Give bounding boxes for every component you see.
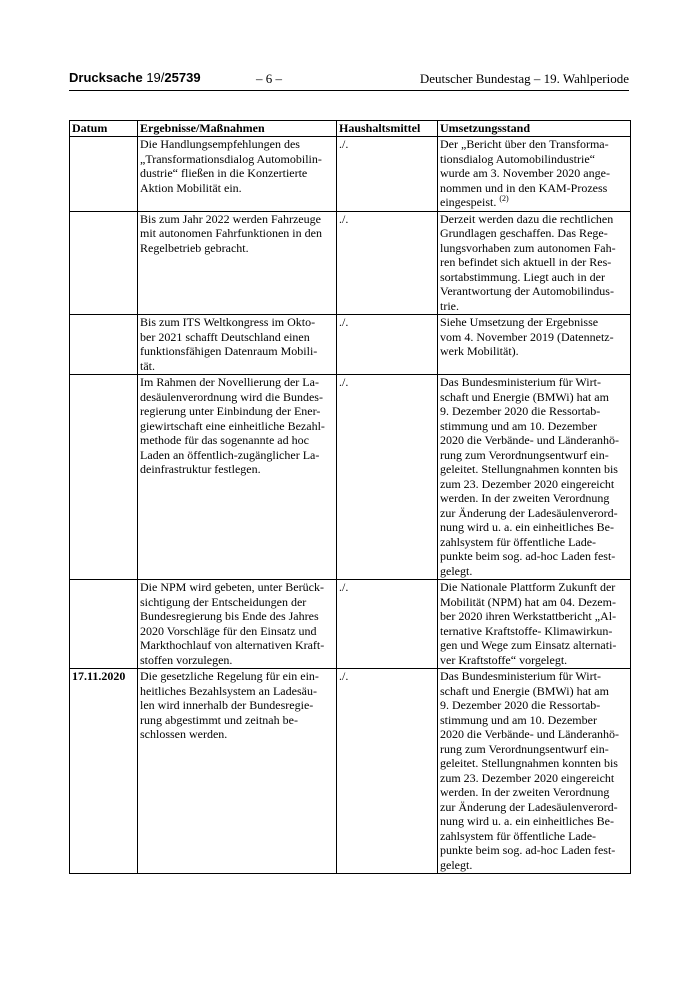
table-row (70, 315, 631, 375)
table-row (70, 211, 631, 315)
budget-cell: ./. (337, 137, 438, 212)
budget-cell: ./. (337, 580, 438, 669)
column-header-measures: Ergebnisse/Maßnahmen (138, 121, 337, 137)
budget-cell: ./. (337, 315, 438, 375)
table-header-row (70, 121, 631, 137)
date-cell (70, 211, 138, 315)
status-cell: Die Nationale Plattform Zukunft der Mobilität (NPM) hat am 04. Dezem- ber 2020 ihren Werkstattbericht „Al- ternative Kraftstoffe- Klimawirkun- gen und Wege zum Einsatz alternati- ver Kraftstoffe“ vorgelegt. (438, 580, 631, 669)
page-number: – 6 – (256, 71, 282, 86)
status-cell (438, 137, 631, 212)
column-header-date: Datum (70, 121, 138, 137)
table-row (70, 669, 631, 874)
measure-cell: Bis zum Jahr 2022 werden Fahrzeuge mit autonomen Fahrfunktionen in den Regelbetrieb gebracht. (138, 211, 337, 315)
header-rule (69, 90, 629, 91)
measure-cell: Die gesetzliche Regelung für ein ein- heitliches Bezahlsystem an Ladesäu- len wird innerhalb der Bundesregie- rung abgestimmt und zeitnah be- schlossen werden. (138, 669, 337, 874)
institution-label: Deutscher Bundestag – 19. Wahlperiode (419, 71, 629, 86)
status-cell: Siehe Umsetzung der Ergebnisse vom 4. November 2019 (Datennetz- werk Mobilität). (438, 315, 631, 375)
budget-cell: ./. (337, 375, 438, 580)
table-row (70, 375, 631, 580)
date-cell (70, 375, 138, 580)
status-cell: Derzeit werden dazu die rechtlichen Grundlagen geschaffen. Das Rege- lungsvorhaben zum autonomen Fah- ren befindet sich aktuell in der Res- sortabstimmung. Liegt auch in der Verantwortung der Automobilindus- trie. (438, 211, 631, 315)
measure-cell: Die Handlungsempfehlungen des „Transformationsdialog Automobilin- dustrie“ fließen in die Konzertierte Aktion Mobilität ein. (138, 137, 337, 212)
table-row (70, 137, 631, 212)
column-header-status: Umsetzungsstand (438, 121, 631, 137)
measures-table (69, 120, 631, 874)
doc-number: 25739 (164, 70, 201, 85)
page-header (69, 70, 629, 90)
date-cell (70, 137, 138, 212)
measure-cell: Bis zum ITS Weltkongress im Okto- ber 2021 schafft Deutschland einen funktionsfähigen Datenraum Mobili- tät. (138, 315, 337, 375)
status-cell: Das Bundesministerium für Wirt- schaft und Energie (BMWi) hat am 9. Dezember 2020 die Ressortab- stimmung und am 10. Dezember 2020 die Verbände- und Länderanhö- rung zum Verordnungsentwurf ein- geleitet. Stellungnahmen konnten bis zum 23. Dezember 2020 eingereicht werden. In der zweiten Verordnung zur Änderung der Ladesäulenverord- nung wird u. a. ein einheitliches Be- zahlsystem für öffentliche Lade- punkte beim sog. ad-hoc Laden fest- gelegt. (438, 669, 631, 874)
footnote-ref: (2) (499, 194, 509, 203)
date-cell: 17.11.2020 (70, 669, 138, 874)
measure-cell: Im Rahmen der Novellierung der La- desäulenverordnung wird die Bundes- regierung unter Einbindung der Ener- giewirtschaft eine einheitliche Bezahl- methode für das sogenannte ad hoc Laden an öffentlich-zugänglicher La- deinfrastruktur festlegen. (138, 375, 337, 580)
column-header-budget: Haushaltsmittel (337, 121, 438, 137)
table-row (70, 580, 631, 669)
status-text: Der „Bericht über den Transforma- tionsdialog Automobilindustrie“ wurde am 3. November 2020 ange- nommen und in den KAM-Prozess eingespeist. (440, 137, 610, 209)
budget-cell: ./. (337, 669, 438, 874)
date-cell (70, 315, 138, 375)
budget-cell: ./. (337, 211, 438, 315)
doc-number-prefix: 19/ (142, 70, 165, 85)
status-cell: Das Bundesministerium für Wirt- schaft und Energie (BMWi) hat am 9. Dezember 2020 die Ressortab- stimmung und am 10. Dezember 2020 die Verbände- und Länderanhö- rung zum Verordnungsentwurf ein- geleitet. Stellungnahmen konnten bis zum 23. Dezember 2020 eingereicht werden. In der zweiten Verordnung zur Änderung der Ladesäulenverord- nung wird u. a. ein einheitliches Be- zahlsystem für öffentliche Lade- punkte beim sog. ad-hoc Laden fest- gelegt. (438, 375, 631, 580)
measure-cell: Die NPM wird gebeten, unter Berück- sichtigung der Entscheidungen der Bundesregierung bis Ende des Jahres 2020 Vorschläge für den Einsatz und Markthochlauf von alternativen Kraft- stoffen vorzulegen. (138, 580, 337, 669)
doc-type: Drucksache (69, 70, 143, 85)
date-cell (70, 580, 138, 669)
